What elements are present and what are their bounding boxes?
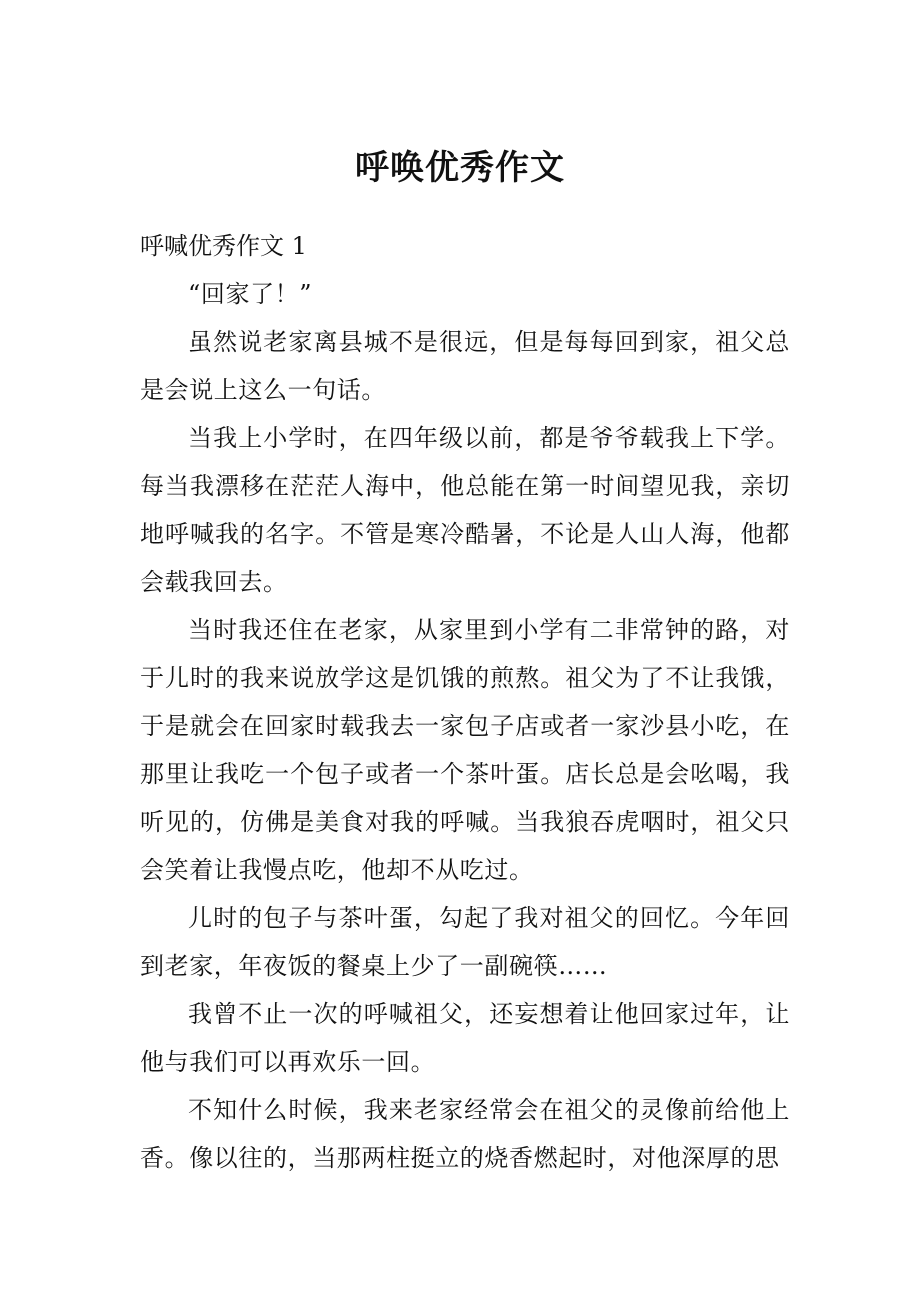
- paragraph-3: 当我上小学时，在四年级以前，都是爷爷载我上下学。每当我漂移在茫茫人海中，他总能在第一时间望见我，亲切地呼喊我的名字。不管是寒冷酷暑，不论是人山人海，他都会载我回去。: [140, 424, 790, 596]
- paragraph-7: 不知什么时候，我来老家经常会在祖父的灵像前给他上香。像以往的，当那两柱挺立的烧香燃起时，对他深厚的思: [140, 1096, 790, 1172]
- document-body: [140, 222, 790, 1182]
- paragraph-1: “回家了！”: [188, 280, 313, 308]
- document-title: 呼唤优秀作文: [355, 148, 565, 188]
- essay-subtitle: 呼喊优秀作文 1: [140, 232, 307, 260]
- paragraph-4: 当时我还住在老家，从家里到小学有二非常钟的路，对于儿时的我来说放学这是饥饿的煎熬。祖父为了不让我饿，于是就会在回家时载我去一家包子店或者一家沙县小吃，在那里让我吃一个包子或者一个茶叶蛋。店长总是会吆喝，我听见的，仿佛是美食对我的呼喊。当我狼吞虎咽时，祖父只会笑着让我慢点吃，他却不从吃过。: [140, 616, 790, 884]
- paragraph-5: 儿时的包子与茶叶蛋，勾起了我对祖父的回忆。今年回到老家，年夜饭的餐桌上少了一副碗筷……: [140, 904, 790, 980]
- paragraph-6: 我曾不止一次的呼喊祖父，还妄想着让他回家过年，让他与我们可以再欢乐一回。: [140, 1000, 790, 1076]
- paragraph-2: 虽然说老家离县城不是很远，但是每每回到家，祖父总是会说上这么一句话。: [140, 328, 790, 404]
